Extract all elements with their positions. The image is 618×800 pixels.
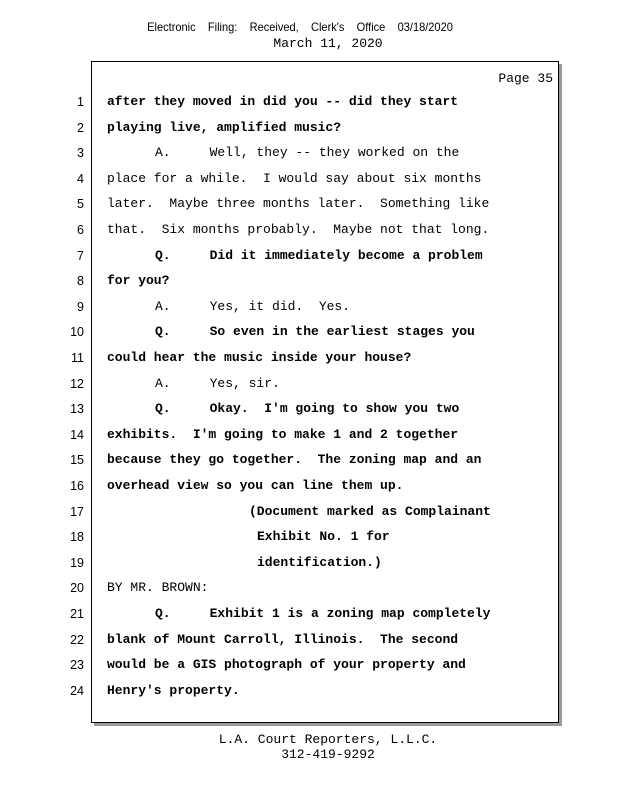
stamp-part: Received, xyxy=(249,20,299,34)
line-number: 20 xyxy=(70,581,84,596)
transcript-line xyxy=(0,374,618,394)
line-number: 18 xyxy=(70,530,84,545)
transcript-line xyxy=(0,92,618,112)
line-text: Q. So even in the earliest stages you xyxy=(155,324,475,340)
transcript-line xyxy=(0,553,618,573)
line-number: 6 xyxy=(77,223,84,237)
line-text: after they moved in did you -- did they start xyxy=(107,94,459,109)
transcript-line xyxy=(0,630,618,650)
transcript-line xyxy=(0,604,618,624)
transcript-line xyxy=(0,681,618,701)
transcript-line xyxy=(0,399,618,419)
efiling-stamp xyxy=(24,20,576,34)
line-number: 8 xyxy=(77,274,84,289)
stamp-part: Clerk's xyxy=(311,20,345,34)
transcript-line xyxy=(0,118,618,138)
line-number: 12 xyxy=(70,376,84,391)
line-number: 2 xyxy=(77,120,84,135)
line-text: identification.) xyxy=(257,554,382,570)
line-number: 23 xyxy=(70,658,84,673)
line-number: 22 xyxy=(70,632,84,647)
transcript-line xyxy=(0,578,618,598)
line-number: 11 xyxy=(71,351,84,365)
line-number: 16 xyxy=(70,479,84,493)
transcript-line xyxy=(0,655,618,675)
line-number: 21 xyxy=(70,607,84,621)
stamp-part: Electronic xyxy=(147,20,196,34)
line-number: 3 xyxy=(77,146,84,161)
line-text: A. Yes, sir. xyxy=(155,375,280,391)
transcript-line xyxy=(0,425,618,445)
line-text: for you? xyxy=(107,273,170,289)
line-number: 15 xyxy=(70,453,84,468)
line-number: 4 xyxy=(77,171,84,186)
stamp-part: Office xyxy=(356,20,386,34)
line-number: 7 xyxy=(77,248,84,263)
line-text: overhead view so you can line them up. xyxy=(107,478,404,493)
stamp-part: Filing: xyxy=(207,20,238,34)
transcript-line xyxy=(0,527,618,547)
line-text: Q. Did it immediately become a problem xyxy=(155,247,483,263)
line-number: 13 xyxy=(70,402,84,417)
line-number: 10 xyxy=(70,325,84,340)
line-text: later. Maybe three months later. Something like xyxy=(107,196,490,212)
transcript-line xyxy=(0,502,618,522)
line-number: 9 xyxy=(77,299,84,314)
transcript-line xyxy=(0,297,618,317)
transcript-line xyxy=(0,322,618,342)
line-text: place for a while. I would say about six months xyxy=(107,170,482,186)
line-text: could hear the music inside your house? xyxy=(107,350,412,365)
line-text: Q. Okay. I'm going to show you two xyxy=(155,401,460,417)
transcript-line xyxy=(0,246,618,266)
line-text: would be a GIS photograph of your property and xyxy=(107,657,466,673)
line-number: 24 xyxy=(70,683,84,698)
stamp-part: 03/18/2020 xyxy=(397,20,453,34)
transcript-line xyxy=(0,348,618,368)
line-text: (Document marked as Complainant xyxy=(249,503,491,519)
line-text: A. Yes, it did. Yes. xyxy=(155,298,351,314)
footer-phone: 312-419-9292 xyxy=(281,747,375,762)
line-number: 1 xyxy=(77,95,84,109)
line-text: Q. Exhibit 1 is a zoning map completely xyxy=(155,606,491,621)
transcript-line xyxy=(0,194,618,214)
transcript-line xyxy=(0,220,618,240)
deposition-date: March 11, 2020 xyxy=(273,36,383,51)
line-text: blank of Mount Carroll, Illinois. The second xyxy=(107,631,459,647)
line-text: A. Well, they -- they worked on the xyxy=(155,145,460,161)
line-number: 14 xyxy=(70,427,84,442)
line-number: 5 xyxy=(77,197,84,212)
line-text: Exhibit No. 1 for xyxy=(257,529,390,545)
line-text: exhibits. I'm going to make 1 and 2 together xyxy=(107,426,459,442)
page-number: Page 35 xyxy=(498,71,553,86)
transcript-line xyxy=(0,169,618,189)
transcript-line xyxy=(0,143,618,163)
line-text: that. Six months probably. Maybe not that long. xyxy=(107,222,490,237)
transcript-line xyxy=(0,271,618,291)
line-text: BY MR. BROWN: xyxy=(107,580,209,596)
line-text: because they go together. The zoning map and an xyxy=(107,452,482,468)
line-text: playing live, amplified music? xyxy=(107,119,342,135)
footer-company: L.A. Court Reporters, L.L.C. xyxy=(218,732,438,747)
line-text: Henry's property. xyxy=(107,682,240,698)
line-number: 19 xyxy=(70,555,84,570)
transcript-line xyxy=(0,476,618,496)
transcript-line xyxy=(0,450,618,470)
line-number: 17 xyxy=(70,504,84,519)
